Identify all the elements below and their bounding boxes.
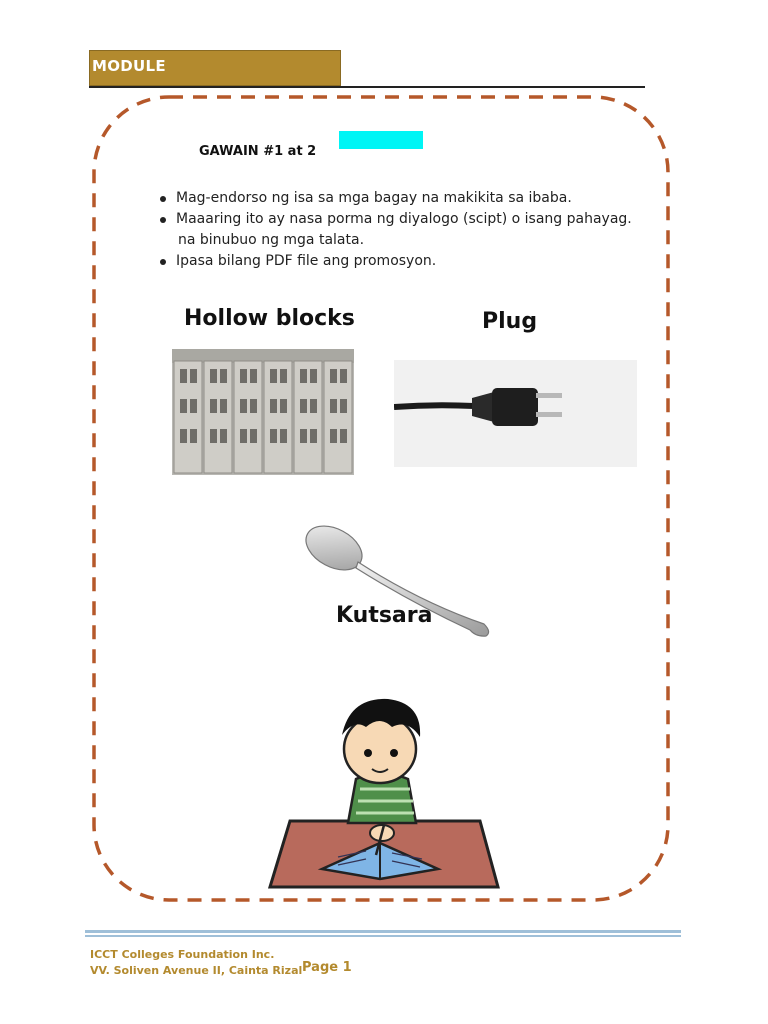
student-writing-illustration bbox=[268, 693, 500, 889]
bullet-icon bbox=[160, 196, 166, 202]
bullet-icon bbox=[160, 217, 166, 223]
instruction-text: Ipasa bilang PDF file ang promosyon. bbox=[176, 253, 437, 269]
list-item bbox=[160, 209, 650, 230]
footer-rule bbox=[85, 935, 681, 937]
hollow-blocks-image bbox=[172, 349, 354, 475]
footer-org: ICCT Colleges Foundation Inc. bbox=[90, 948, 275, 961]
cyan-highlight bbox=[339, 131, 423, 149]
instruction-text: Mag-endorso ng isa sa mga bagay na makikita sa ibaba. bbox=[176, 190, 572, 206]
instruction-text: Maaaring ito ay nasa porma ng diyalogo (scipt) o isang pahayag. bbox=[176, 211, 632, 227]
instruction-text: na binubuo ng mga talata. bbox=[178, 232, 365, 248]
plug-label: Plug bbox=[482, 309, 538, 334]
spoon-label: Kutsara bbox=[336, 603, 433, 628]
bullet-icon bbox=[160, 259, 166, 265]
module-label: MODULE bbox=[92, 57, 166, 75]
instruction-list bbox=[160, 188, 650, 272]
list-item bbox=[160, 251, 650, 272]
footer-rule bbox=[85, 930, 681, 933]
plug-image bbox=[394, 360, 637, 467]
page-number: Page 1 bbox=[302, 960, 352, 975]
footer-address: VV. Soliven Avenue II, Cainta Rizal bbox=[90, 964, 303, 977]
activity-title: GAWAIN #1 at 2 bbox=[199, 144, 317, 159]
hollow-blocks-label: Hollow blocks bbox=[184, 306, 355, 331]
list-item-continuation bbox=[160, 230, 650, 251]
list-item bbox=[160, 188, 650, 209]
